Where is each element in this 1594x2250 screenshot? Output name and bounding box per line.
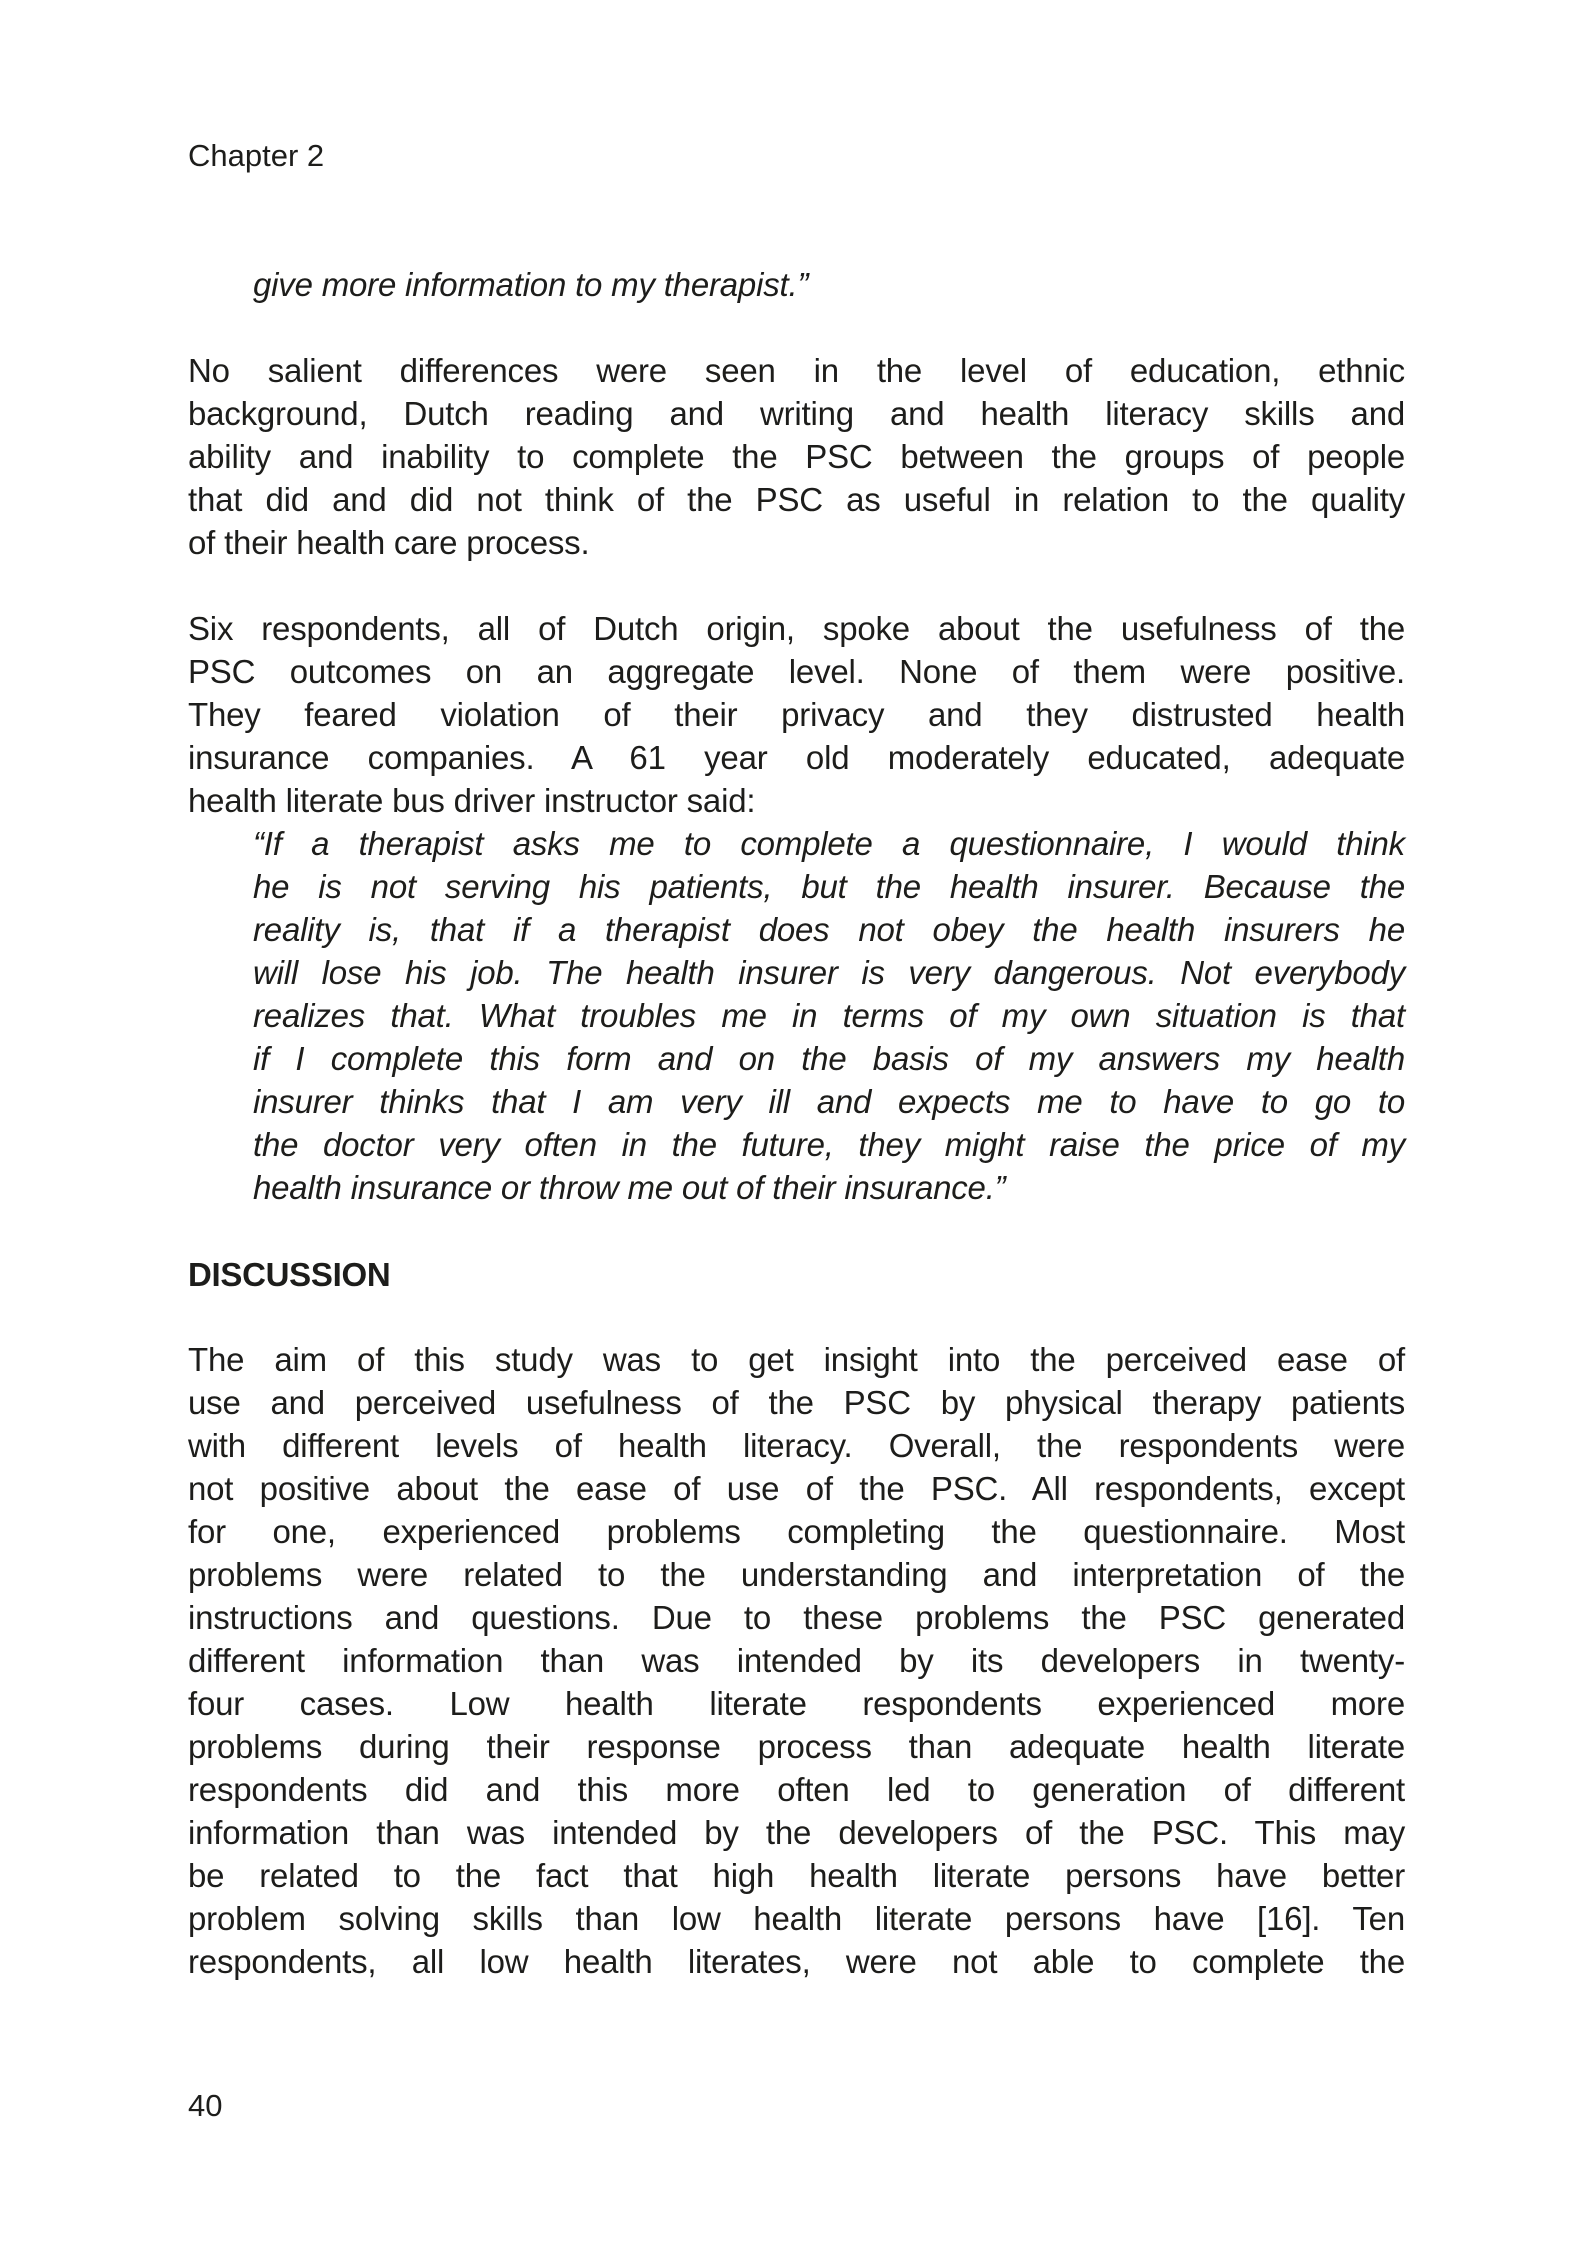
- text-line: problem solving skills than low health literate persons have [16]. Ten: [188, 1900, 1405, 1937]
- text-line: use and perceived usefulness of the PSC by physical therapy patients: [188, 1384, 1405, 1421]
- text-line: be related to the fact that high health literate persons have better: [188, 1857, 1405, 1894]
- text-line: information than was intended by the developers of the PSC. This may: [188, 1814, 1405, 1851]
- quote-line: if I complete this form and on the basis of my answers my health: [253, 1040, 1405, 1077]
- page-number: 40: [188, 2088, 223, 2123]
- quote-line: reality is, that if a therapist does not obey the health insurers he: [253, 911, 1405, 948]
- paragraph-discussion: [188, 1338, 1405, 1983]
- quote-line: realizes that. What troubles me in terms of my own situation is that: [253, 997, 1405, 1034]
- text-line: different information than was intended by its developers in twenty-: [188, 1642, 1405, 1679]
- quote-continuation: [253, 263, 1405, 306]
- text-line: not positive about the ease of use of the PSC. All respondents, except: [188, 1470, 1405, 1507]
- section-heading-discussion: DISCUSSION: [188, 1256, 391, 1293]
- text-line: ability and inability to complete the PSC between the groups of people: [188, 438, 1405, 475]
- quote-line: will lose his job. The health insurer is very dangerous. Not everybody: [253, 954, 1405, 991]
- text-line: background, Dutch reading and writing and health literacy skills and: [188, 395, 1405, 432]
- text-line: insurance companies. A 61 year old moderately educated, adequate: [188, 739, 1405, 776]
- text-line: They feared violation of their privacy and they distrusted health: [188, 696, 1405, 733]
- text-line: health literate bus driver instructor said:: [188, 782, 756, 819]
- text-line: respondents, all low health literates, were not able to complete the: [188, 1943, 1405, 1980]
- paragraph-aggregate-usefulness: [188, 607, 1405, 822]
- text-line: problems were related to the understanding and interpretation of the: [188, 1556, 1405, 1593]
- block-quote: [253, 822, 1405, 1209]
- quote-line: health insurance or throw me out of their insurance.”: [253, 1169, 1006, 1206]
- text-line: Six respondents, all of Dutch origin, spoke about the usefulness of the: [188, 610, 1405, 647]
- text-line: The aim of this study was to get insight into the perceived ease of: [188, 1341, 1405, 1378]
- text-line: that did and did not think of the PSC as useful in relation to the quality: [188, 481, 1405, 518]
- running-head: Chapter 2: [188, 138, 325, 173]
- text-line: with different levels of health literacy. Overall, the respondents were: [188, 1427, 1405, 1464]
- text-line: No salient differences were seen in the level of education, ethnic: [188, 352, 1405, 389]
- text-line: PSC outcomes on an aggregate level. None of them were positive.: [188, 653, 1405, 690]
- paragraph-demographics: [188, 349, 1405, 564]
- quote-line: “If a therapist asks me to complete a questionnaire, I would think: [253, 825, 1405, 862]
- quote-line: he is not serving his patients, but the health insurer. Because the: [253, 868, 1405, 905]
- quote-line: give more information to my therapist.”: [253, 266, 809, 303]
- text-line: instructions and questions. Due to these problems the PSC generated: [188, 1599, 1405, 1636]
- text-line: of their health care process.: [188, 524, 590, 561]
- text-line: respondents did and this more often led to generation of different: [188, 1771, 1405, 1808]
- text-line: problems during their response process than adequate health literate: [188, 1728, 1405, 1765]
- quote-line: insurer thinks that I am very ill and expects me to have to go to: [253, 1083, 1405, 1120]
- text-line: for one, experienced problems completing the questionnaire. Most: [188, 1513, 1405, 1550]
- text-line: four cases. Low health literate respondents experienced more: [188, 1685, 1405, 1722]
- quote-line: the doctor very often in the future, they might raise the price of my: [253, 1126, 1405, 1163]
